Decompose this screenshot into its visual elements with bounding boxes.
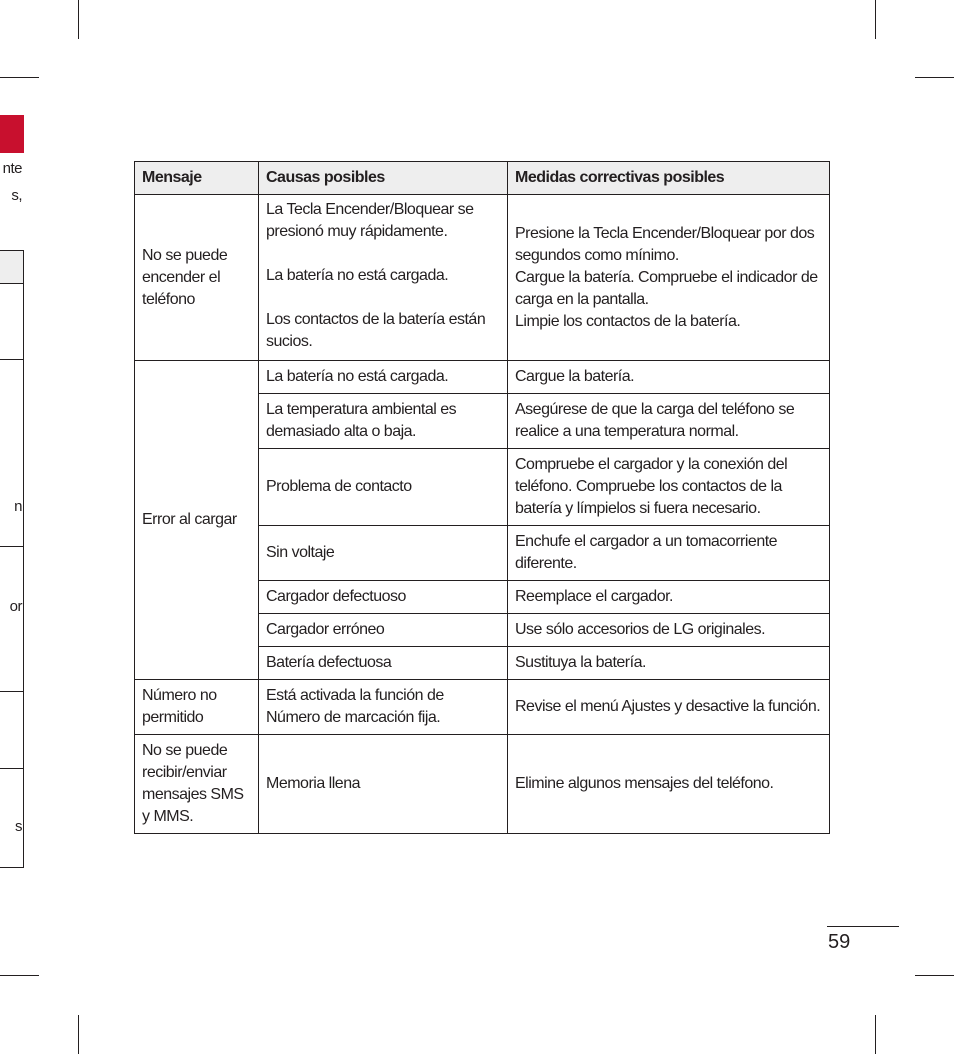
cause-cell: Memoria llena xyxy=(259,735,508,834)
action-cell: Cargue la batería. xyxy=(508,361,830,394)
action-cell: Asegúrese de que la carga del teléfono se realice a una temperatura normal. xyxy=(508,394,830,449)
action-cell: Enchufe el cargador a un tomacorriente diferente. xyxy=(508,526,830,581)
table-row xyxy=(135,735,830,834)
cause-text: Los contactos de la batería están sucios. xyxy=(266,311,486,350)
crop-mark xyxy=(78,0,79,39)
action-cell xyxy=(508,195,830,361)
message-cell: No se puede recibir/enviar mensajes SMS y MMS. xyxy=(135,735,259,834)
page-number-rule xyxy=(827,926,899,927)
text-fragment: nte xyxy=(2,160,22,177)
cause-cell: La temperatura ambiental es demasiado alta o baja. xyxy=(259,394,508,449)
row-divider xyxy=(0,546,24,547)
message-cell: Error al cargar xyxy=(135,361,259,680)
action-cell: Sustituya la batería. xyxy=(508,647,830,680)
table-header-fragment xyxy=(0,250,24,284)
row-divider xyxy=(0,768,24,769)
cause-cell xyxy=(259,195,508,361)
crop-mark xyxy=(875,1015,876,1054)
troubleshooting-table xyxy=(134,161,830,834)
cause-cell: Está activada la función de Número de marcación fija. xyxy=(259,680,508,735)
cause-cell: Cargador defectuoso xyxy=(259,581,508,614)
row-divider xyxy=(0,867,24,868)
text-fragment: s, xyxy=(11,187,22,204)
action-cell: Revise el menú Ajustes y desactive la función. xyxy=(508,680,830,735)
cause-cell: Sin voltaje xyxy=(259,526,508,581)
message-cell: No se puede encender el teléfono xyxy=(135,195,259,361)
table-row xyxy=(135,680,830,735)
text-fragment: or xyxy=(9,598,22,615)
action-text: Cargue la batería. Compruebe el indicador de carga en la pantalla. xyxy=(515,268,818,308)
table-header-row xyxy=(135,162,830,195)
table-row xyxy=(135,195,830,361)
row-divider xyxy=(0,359,24,360)
column-header-actions: Medidas correctivas posibles xyxy=(508,162,830,195)
previous-page-fragment xyxy=(0,0,24,1054)
cause-cell: Problema de contacto xyxy=(259,449,508,526)
page-number: 59 xyxy=(828,931,851,953)
message-cell: Número no permitido xyxy=(135,680,259,735)
row-divider xyxy=(0,691,24,692)
text-fragment: s xyxy=(15,818,22,835)
action-text: Presione la Tecla Encender/Bloquear por dos segundos como mínimo. xyxy=(515,224,815,264)
crop-mark xyxy=(915,975,954,976)
action-text: Limpie los contactos de la batería. xyxy=(515,312,741,330)
cause-cell: Cargador erróneo xyxy=(259,614,508,647)
action-cell: Compruebe el cargador y la conexión del teléfono. Compruebe los contactos de la batería y límpielos si fuera necesario. xyxy=(508,449,830,526)
action-cell: Reemplace el cargador. xyxy=(508,581,830,614)
text-fragment: n xyxy=(14,498,22,515)
crop-mark xyxy=(915,77,954,78)
table-border-fragment xyxy=(23,250,24,868)
cause-cell: Batería defectuosa xyxy=(259,647,508,680)
table-row xyxy=(135,361,830,394)
column-header-causes: Causas posibles xyxy=(259,162,508,195)
action-cell: Use sólo accesorios de LG originales. xyxy=(508,614,830,647)
action-cell: Elimine algunos mensajes del teléfono. xyxy=(508,735,830,834)
cause-text: La batería no está cargada. xyxy=(266,267,449,284)
crop-mark xyxy=(875,0,876,39)
crop-mark xyxy=(78,1015,79,1054)
cause-text: La Tecla Encender/Bloquear se presionó muy rápidamente. xyxy=(266,201,474,240)
cause-cell: La batería no está cargada. xyxy=(259,361,508,394)
column-header-message: Mensaje xyxy=(135,162,259,195)
